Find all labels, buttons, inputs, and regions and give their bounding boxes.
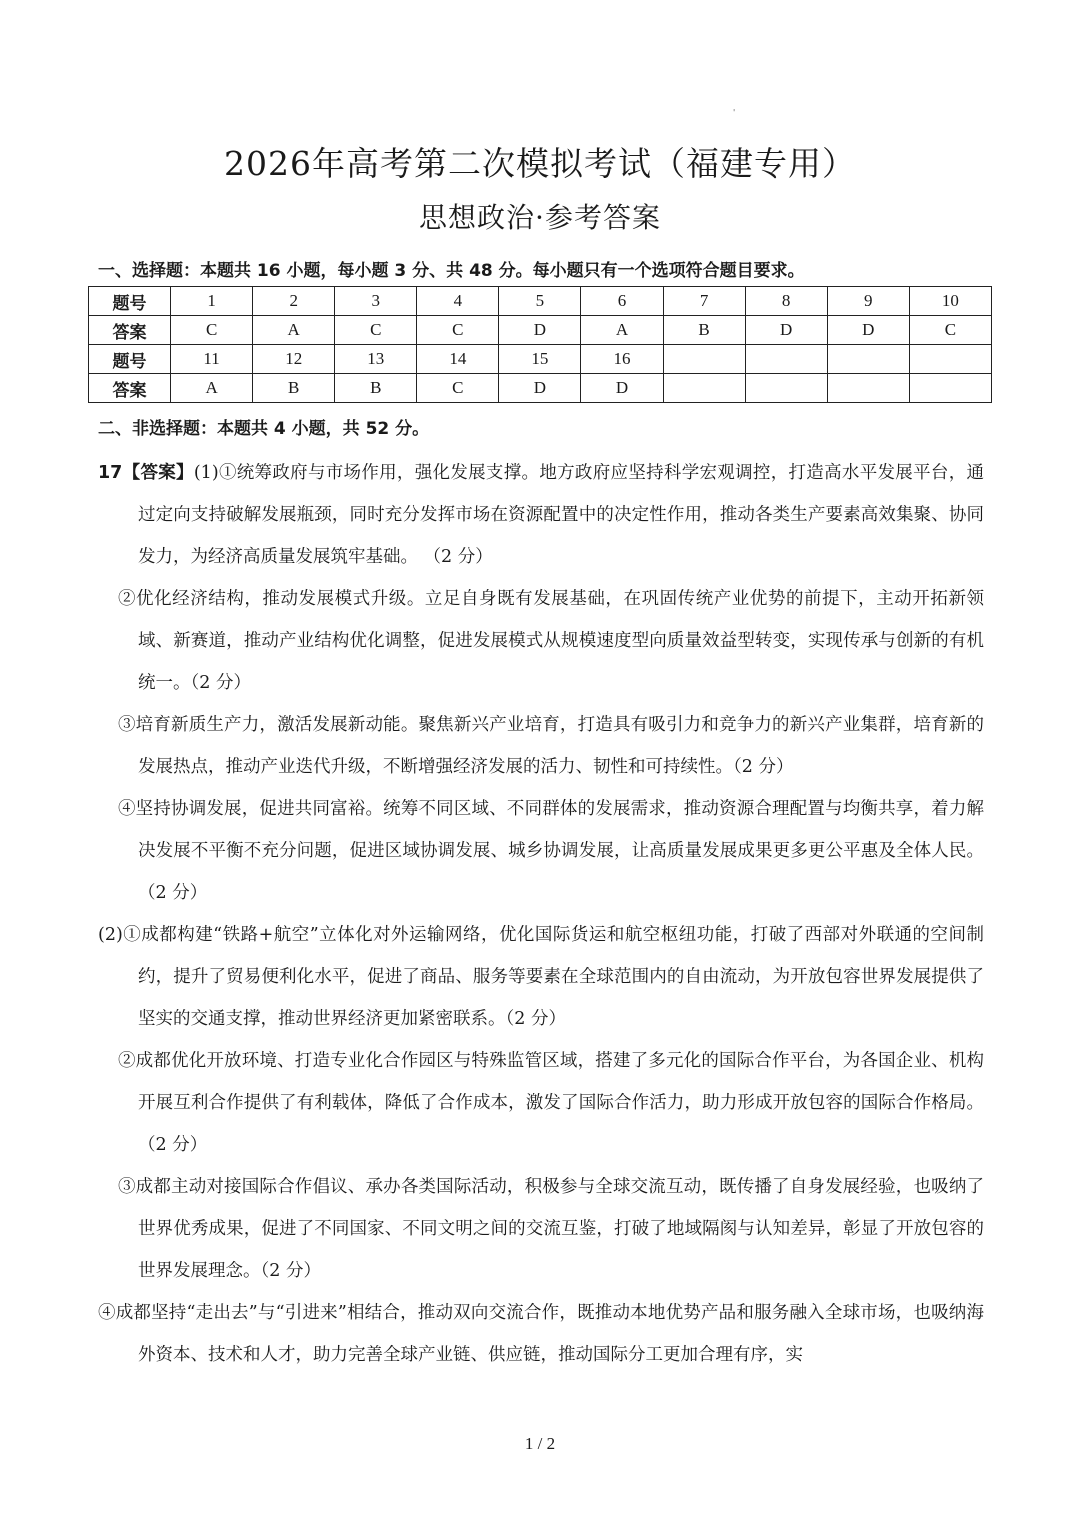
table-cell: 6 [581, 287, 663, 316]
page-subtitle: 思想政治·参考答案 [419, 201, 661, 234]
table-row [89, 374, 992, 403]
table-cell: 16 [581, 345, 663, 374]
table-cell: 5 [499, 287, 581, 316]
q17-label: 17【答案】 [98, 463, 194, 483]
table-row [89, 345, 992, 374]
q17-part1-item2: ②优化经济结构，推动发展模式升级。立足自身既有发展基础，在巩固传统产业优势的前提下，主动开拓新领域、新赛道，推动产业结构优化调整，促进发展模式从规模速度型向质量效益型转变，实现传承与创新的有机统一。（2 分） [118, 589, 984, 693]
table-cell: 12 [253, 345, 335, 374]
table-row [89, 316, 992, 345]
small-mark: ' [733, 108, 736, 117]
table-cell: 4 [417, 287, 499, 316]
table-cell: D [745, 316, 827, 345]
table-cell [663, 345, 745, 374]
row-label: 题号 [89, 287, 171, 316]
table-cell: 13 [335, 345, 417, 374]
table-cell: A [253, 316, 335, 345]
table-cell [827, 374, 909, 403]
table-cell: 2 [253, 287, 335, 316]
table-cell [745, 374, 827, 403]
table-cell: A [171, 374, 253, 403]
table-cell [663, 374, 745, 403]
table-cell: D [581, 374, 663, 403]
table-cell: D [499, 374, 581, 403]
table-cell: 10 [909, 287, 991, 316]
table-cell [745, 345, 827, 374]
q17-part1-item4: ④坚持协调发展，促进共同富裕。统筹不同区域、不同群体的发展需求，推动资源合理配置与均衡共享，着力解决发展不平衡不充分问题，促进区域协调发展、城乡协调发展，让高质量发展成果更多更公平惠及全体人民。（2 分） [118, 799, 984, 903]
page-number: 1 / 2 [524, 1434, 556, 1453]
q17-part1-item1 [98, 452, 984, 578]
table-cell: B [335, 374, 417, 403]
q17-part2-item3: ③成都主动对接国际合作倡议、承办各类国际活动，积极参与全球交流互动，既传播了自身发展经验，也吸纳了世界优秀成果，促进了不同国家、不同文明之间的交流互鉴，打破了地域隔阂与认知差异，彰显了开放包容的世界发展理念。（2 分） [118, 1177, 984, 1281]
q17-part1-item3: ③培育新质生产力，激活发展新动能。聚焦新兴产业培育，打造具有吸引力和竞争力的新兴产业集群，培育新的发展热点，推动产业迭代升级，不断增强经济发展的活力、韧性和可持续性。（2 分） [118, 715, 984, 777]
table-cell: C [909, 316, 991, 345]
table-cell: C [417, 316, 499, 345]
q17-part2-item1: (2)①成都构建“铁路+航空”立体化对外运输网络，优化国际货运和航空枢纽功能，打破了西部对外联通的空间制约，提升了贸易便利化水平，促进了商品、服务等要素在全球范围内的自由流动，为开放包容世界发展提供了坚实的交通支撑，推动世界经济更加紧密联系。（2 分） [98, 925, 984, 1029]
section1-heading: 一、选择题：本题共 16 小题，每小题 3 分、共 48 分。每小题只有一个选项符合题目要求。 [98, 261, 805, 281]
table-row [89, 287, 992, 316]
table-cell: 15 [499, 345, 581, 374]
q17-part1-item1-text: (1)①统筹政府与市场作用，强化发展支撑。地方政府应坚持科学宏观调控，打造高水平发展平台，通过定向支持破解发展瓶颈，同时充分发挥市场在资源配置中的决定性作用，推动各类生产要素高效集聚、协同发力，为经济高质量发展筑牢基础。 （2 分） [138, 463, 984, 567]
table-cell: B [663, 316, 745, 345]
table-cell: C [417, 374, 499, 403]
table-cell: C [335, 316, 417, 345]
table-cell [909, 374, 991, 403]
table-cell: 9 [827, 287, 909, 316]
table-cell: 14 [417, 345, 499, 374]
row-label: 题号 [89, 345, 171, 374]
table-cell: C [171, 316, 253, 345]
table-cell: D [499, 316, 581, 345]
answer-table [88, 286, 992, 403]
table-cell [827, 345, 909, 374]
table-cell: B [253, 374, 335, 403]
q17-part2-item4: ④成都坚持“走出去”与“引进来”相结合，推动双向交流合作，既推动本地优势产品和服务融入全球市场，也吸纳海外资本、技术和人才，助力完善全球产业链、供应链，推动国际分工更加合理有序，实 [98, 1303, 984, 1365]
table-cell [909, 345, 991, 374]
q17-part2-item2: ②成都优化开放环境、打造专业化合作园区与特殊监管区域，搭建了多元化的国际合作平台，为各国企业、机构开展互利合作提供了有利载体，降低了合作成本，激发了国际合作活力，助力形成开放包容的国际合作格局。（2 分） [118, 1051, 984, 1155]
table-cell: 7 [663, 287, 745, 316]
page-title: 2026年高考第二次模拟考试（福建专用） [224, 144, 856, 183]
table-cell: D [827, 316, 909, 345]
table-cell: 1 [171, 287, 253, 316]
table-cell: 3 [335, 287, 417, 316]
table-cell: 11 [171, 345, 253, 374]
section2-heading: 二、非选择题：本题共 4 小题，共 52 分。 [98, 419, 430, 439]
table-cell: 8 [745, 287, 827, 316]
table-cell: A [581, 316, 663, 345]
row-label: 答案 [89, 316, 171, 345]
row-label: 答案 [89, 374, 171, 403]
